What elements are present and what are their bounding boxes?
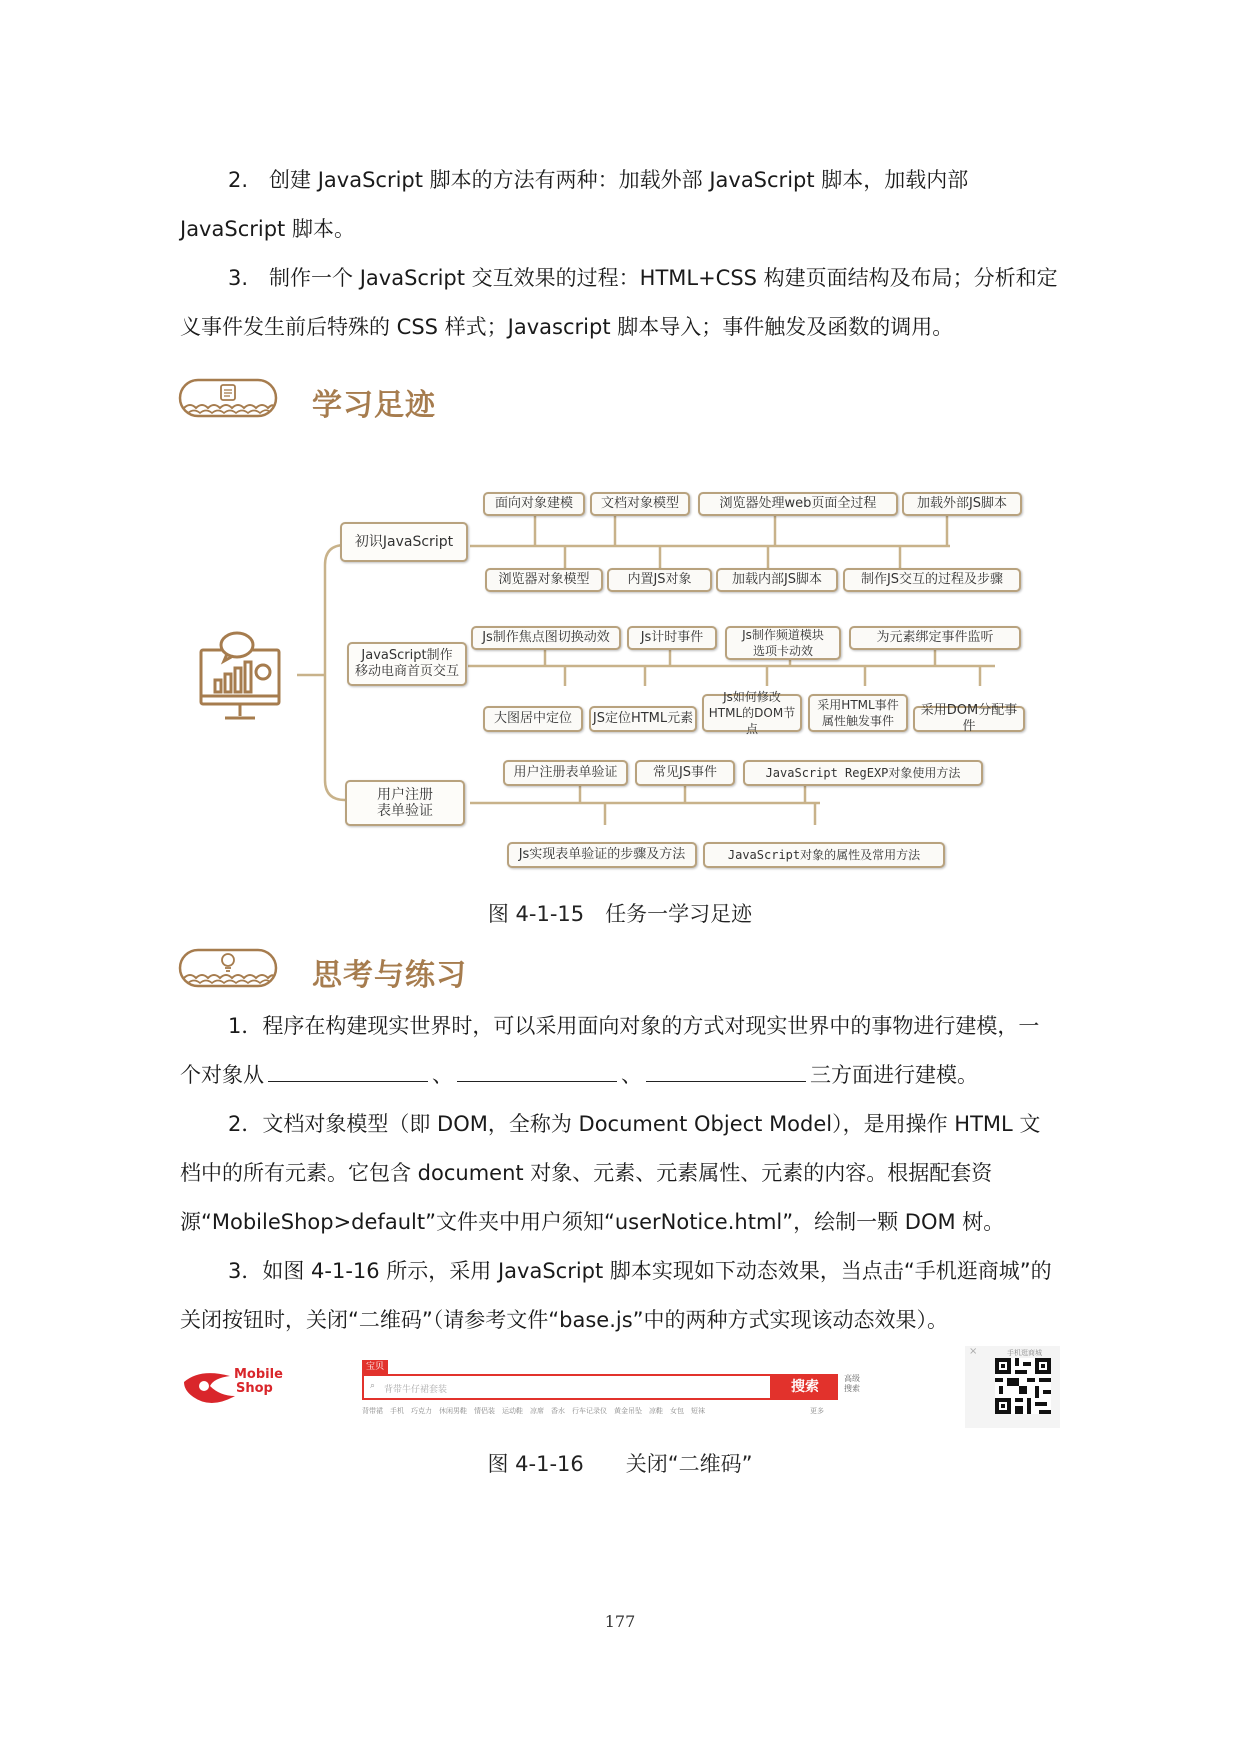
leaf-node: 为元素绑定事件监听: [849, 626, 1021, 650]
close-icon[interactable]: ×: [969, 1346, 978, 1357]
mind-map-connectors: [195, 480, 1035, 875]
qr-code-icon: [995, 1358, 1051, 1414]
answer-blank-2[interactable]: [457, 1057, 617, 1082]
leaf-node: 制作JS交互的过程及步骤: [843, 568, 1021, 592]
leaf-node: Js制作焦点图切换动效: [471, 626, 621, 650]
page-number: 177: [604, 1612, 636, 1631]
exercise-question-2: 2．文档对象模型（即 DOM，全称为 Document Object Model），是用操作 HTML 文档中的所有元素。它包含 document 对象、元素、元素属性、元素的内容。根据配套资源“MobileShop>default”文件夹中用户须知“userNotice.html”，绘制一颗 DOM 树。: [180, 1112, 1041, 1234]
leaf-node: 内置JS对象: [607, 568, 712, 592]
mobileshop-logo: [180, 1366, 290, 1410]
answer-blank-1[interactable]: [268, 1057, 428, 1082]
mind-map: [195, 480, 1035, 875]
leaf-node: 采用HTML事件 属性触发事件: [808, 694, 908, 732]
exercise-block: [180, 1002, 1060, 1345]
branch-node-form-validation: 用户注册 表单验证: [345, 780, 465, 826]
qr-code-panel: [965, 1346, 1060, 1428]
leaf-node: Js制作频道模块 选项卡动效: [725, 626, 841, 660]
exercise-question-3: 3．如图 4-1-16 所示，采用 JavaScript 脚本实现如下动态效果，当点击“手机逛商城”的关闭按钮时，关闭“二维码”（请参考文件“base.js”中的两种方式实现该动态效果）。: [180, 1259, 1052, 1332]
clipboard-icon: [178, 378, 278, 418]
intro-point-2: 2. 创建 JavaScript 脚本的方法有两种：加载外部 JavaScript 脚本，加载内部 JavaScript 脚本。: [180, 168, 969, 241]
advanced-search-link[interactable]: 高级 搜索: [844, 1374, 860, 1393]
branch-node-mobile-shop: JavaScript制作 移动电商首页交互: [347, 642, 467, 686]
leaf-node: 常见JS事件: [635, 760, 735, 786]
leaf-node: 加载内部JS脚本: [716, 568, 838, 592]
section-title-exercise: 思考与练习: [312, 958, 467, 993]
leaf-node: 采用DOM分配事件: [913, 706, 1025, 732]
hot-search-words[interactable]: 背带裙 手机 巧克力 休闲男鞋 情侣装 运动鞋 凉席 香水 行车记录仪 黄金吊坠 凉鞋 女包 短袜: [362, 1407, 705, 1415]
lightbulb-icon: [178, 948, 278, 988]
shop-header-figure: [180, 1346, 1060, 1428]
logo-text-mobile: Mobile: [234, 1367, 283, 1382]
search-icon: ⌕: [370, 1381, 376, 1391]
leaf-node: 用户注册表单验证: [503, 760, 628, 786]
figure-caption-mindmap: 图 4-1-15 任务一学习足迹: [487, 902, 753, 926]
leaf-node: JavaScript RegEXP对象使用方法: [743, 760, 983, 786]
section-badge-footprint: [178, 378, 278, 418]
leaf-node: 浏览器对象模型: [485, 568, 603, 592]
section-title-footprint: 学习足迹: [312, 388, 436, 423]
leaf-node: 文档对象模型: [590, 492, 690, 516]
intro-block: [180, 156, 1060, 352]
leaf-node: Js实现表单验证的步骤及方法: [507, 842, 697, 868]
leaf-node: Js如何修改 HTML的DOM节点: [702, 694, 802, 732]
leaf-node: JS定位HTML元素: [589, 706, 697, 732]
leaf-node: 面向对象建模: [483, 492, 585, 516]
search-tab-item[interactable]: 宝贝: [362, 1360, 388, 1374]
exercise-question-1: 1．程序在构建现实世界时，可以采用面向对象的方式对现实世界中的事物进行建模，一个对象从 、 、 三方面进行建模。: [180, 1014, 1040, 1087]
section-badge-exercise: [178, 948, 278, 988]
leaf-node: Js计时事件: [627, 626, 717, 650]
logo-text-shop: Shop: [236, 1381, 273, 1396]
leaf-node: 大图居中定位: [483, 706, 583, 732]
more-link[interactable]: 更多: [810, 1407, 824, 1415]
computer-chart-icon: [197, 628, 283, 728]
intro-point-3: 3. 制作一个 JavaScript 交互效果的过程：HTML+CSS 构建页面结构及布局；分析和定义事件发生前后特殊的 CSS 样式；Javascript 脚本导入；事件触发及函数的调用。: [180, 266, 1058, 339]
search-button[interactable]: 搜索: [772, 1374, 838, 1400]
figure-caption-qr: 图 4-1-16 关闭“二维码”: [487, 1452, 753, 1476]
qr-label: 手机逛商城: [1007, 1349, 1042, 1357]
search-placeholder: 背带牛仔裙套装: [384, 1385, 448, 1395]
answer-blank-3[interactable]: [646, 1057, 806, 1082]
leaf-node: JavaScript对象的属性及常用方法: [703, 842, 945, 868]
leaf-node: 加载外部JS脚本: [902, 492, 1022, 516]
leaf-node: 浏览器处理web页面全过程: [698, 492, 898, 516]
logo-mark-icon: [180, 1366, 240, 1410]
branch-node-intro-js: 初识JavaScript: [340, 522, 468, 562]
search-input[interactable]: [362, 1374, 772, 1400]
